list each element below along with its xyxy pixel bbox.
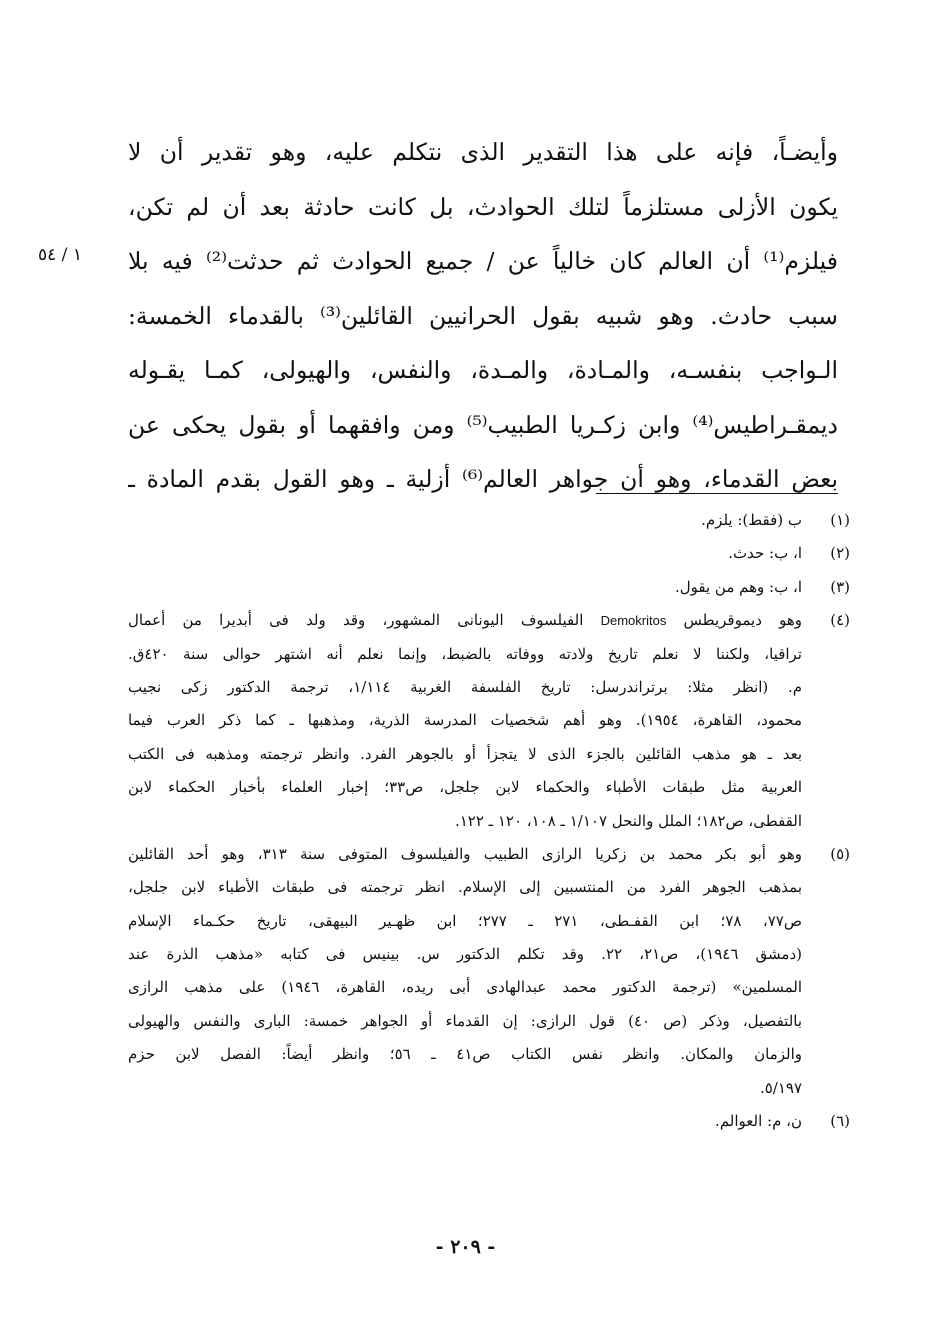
footnote-line: وهو أبو بكر محمد بن زكريا الرازى الطبيب والفيلسوف المتوفى سنة ٣١٣، وهو أحد القائلين — [128, 844, 802, 863]
footnote-number: (٦) — [830, 1112, 850, 1131]
footnote-line: (دمشق ١٩٤٦)، ص٢١، ٢٢. وقد تكلم الدكتور س. بينيس فى كتابه «مذهب الذرة عند — [128, 945, 802, 964]
footnote-line: ٥/١٩٧. — [759, 1078, 802, 1097]
main-text-line: سبب حادث. وهو شبيه بقول الحرانيين القائلين⁽³⁾ بالقدماء الخمسة: — [128, 301, 838, 330]
main-text-line: وأيضـاً، فإنه على هذا التقدير الذى نتكلم عليه، وهو تقدير أن لا — [128, 138, 838, 166]
main-text-line: بعض القدماء، وهو أن جواهر العالم⁽⁶⁾ أزلية ـ وهو القول بقدم المادة ـ — [128, 465, 838, 493]
footnote-line: القفطى، ص١٨٢؛ الملل والنحل ١/١٠٧ ـ ١٠٨، ١٢٠ ـ ١٢٢. — [454, 811, 802, 830]
main-text-line: الـواجب بنفسـه، والمـادة، والمـدة، والنفس، والهيولى، كمـا يقـوله — [128, 356, 838, 384]
footnote-line: محمود، القاهرة، ١٩٥٤). وهو أهم شخصيات المدرسة الذرية، ومذهبها ـ كما ذكر العرب فيما — [128, 711, 802, 730]
footnote-line: ا، ب: وهم من يقول. — [674, 577, 802, 596]
footnote-line: ن، م: العوالم. — [715, 1112, 802, 1131]
footnote-number: (٤) — [830, 611, 850, 630]
footnote-line: م. (انظر مثلا: برتراندرسل: تاريخ الفلسفة الغربية ١/١١٤، ترجمة الدكتور زكى نجيب — [128, 677, 802, 696]
footnote-line: ب (فقط): يلزم. — [701, 511, 802, 529]
footnote-line: المسلمين» (ترجمة الدكتور محمد عبدالهادى أبى ريده، القاهرة، ١٩٤٦) على مذهب الرازى — [128, 978, 802, 997]
footnote-line — [128, 604, 802, 637]
footnote-separator — [596, 493, 838, 494]
main-text — [128, 125, 838, 507]
footnote — [128, 838, 850, 1105]
main-text-line: ديمقـراطيس⁽⁴⁾ وابن زكـريا الطبيب⁽⁵⁾ ومن وافقهما أو بقول يحكى عن — [128, 410, 838, 439]
margin-reference: ١ / ٥٤ — [38, 245, 82, 265]
footnote-number: (٣) — [830, 577, 850, 596]
footnote-number: (٥) — [830, 844, 850, 863]
footnote-text: وهو ديموقريطس — [683, 611, 802, 630]
footnotes — [128, 504, 850, 1138]
footnote-line: تراقيا، ولكننا لا نعلم تاريخ ولادته ووفاته بالضبط، وإنما نعلم أنه اشتهر حوالى سنة ٤٢٠ق. — [128, 644, 802, 663]
footnote-number: (١) — [830, 511, 850, 529]
footnote-line: بمذهب الجوهر الفرد من المنتسبين إلى الإسلام. انظر ترجمته فى طبقات الأطباء لابن جلجل، — [128, 878, 802, 897]
footnote — [128, 1105, 850, 1138]
footnote — [128, 604, 850, 838]
footnote — [128, 504, 850, 537]
page-number: - ٢٠٩ - — [435, 1236, 496, 1258]
main-text-line: فيلزم⁽¹⁾ أن العالم كان خالياً عن / جميع الحوادث ثم حدثت⁽²⁾ فيه بلا — [128, 247, 838, 275]
footnote-line: بالتفصيل، وذكر (ص ٤٠) قول الرازى: إن القدماء أو الجواهر خمسة: البارى والنفس والهيولى — [128, 1011, 802, 1030]
footnote — [128, 537, 850, 570]
footnote-line: والزمان والمكان. وانظر نفس الكتاب ص٤١ ـ ٥٦؛ وانظر أيضاً: الفصل لابن حزم — [128, 1045, 802, 1064]
latin-name: Demokritos — [600, 613, 667, 629]
footnote-text: الفيلسوف اليونانى المشهور، وقد ولد فى أبديرا من أعمال — [128, 611, 584, 630]
main-text-line: يكون الأزلى مستلزماً لتلك الحوادث، بل كانت حادثة بعد أن لم تكن، — [128, 192, 838, 221]
footnote-line: ا، ب: حدث. — [728, 544, 802, 563]
footnote-line: بعد ـ هو مذهب القائلين بالجزء الذى لا يتجزأ أو بالجوهر الفرد. وانظر ترجمته ومذهبه فى الكتب — [128, 744, 802, 763]
footnote-number: (٢) — [830, 544, 850, 563]
footnote-line: العربية مثل طبقات الأطباء والحكماء لابن جلجل، ص٣٣؛ إخبار العلماء بأخبار الحكماء لابن — [128, 778, 802, 797]
footnote — [128, 571, 850, 604]
footnote-line: ص٧٧، ٧٨؛ ابن القفـطى، ٢٧١ ـ ٢٧٧؛ ابن ظهـير البيهقى، تاريخ حكـماء الإسلام — [128, 911, 802, 930]
